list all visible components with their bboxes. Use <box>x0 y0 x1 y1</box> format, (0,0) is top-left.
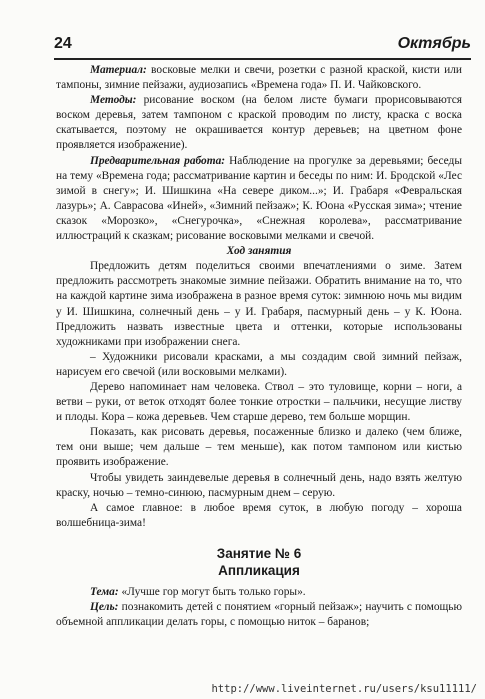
lesson-heading-block <box>56 545 462 579</box>
goal-text: познакомить детей с понятием «горный пейзаж»; научить с помощью объемной аппликации делать горы, с помощью ниток – баранов; <box>56 601 462 629</box>
methods-text: рисование воском (на белом листе бумаги прорисовываются воском деревья, затем тампоном с краской проводим по листу, краска с воска скатывается, поэтому не окрашивается контур деревьев; на цветном фоне проявляется изображение). <box>56 94 462 152</box>
lesson-number: Занятие № 6 <box>216 545 302 561</box>
theme-label: Тема: <box>90 585 119 598</box>
watermark-url: http://www.liveinternet.ru/users/ksu11111/ <box>211 683 477 695</box>
material-text: восковые мелки и свечи, розетки с разной краской, кисти или тампоны, зимние пейзажи, аудиозапись «Времена года» П. И. Чайковского. <box>56 64 462 92</box>
material-paragraph <box>56 63 462 93</box>
page-header <box>54 34 471 60</box>
theme-text: «Лучше гор могут быть только горы». <box>118 585 306 598</box>
running-title: Октябрь <box>397 35 471 52</box>
goal-paragraph <box>56 600 462 630</box>
body-paragraph-2: – Художники рисовали красками, а мы создадим свой зимний пейзаж, нарисуем его свечой (или восковыми мелками). <box>56 350 462 378</box>
body-paragraph-3: Дерево напоминает нам человека. Ствол – это туловище, корни – ноги, а ветви – руки, от веток отходят более тонкие отростки – пальчики, несущие листву и плоды. Кора – кожа деревьев. Чем старше дерево, тем больше морщин. <box>56 380 462 424</box>
section-heading: Ход занятия <box>226 245 292 258</box>
body-paragraph-1: Предложить детям поделиться своими впечатлениями о зиме. Затем предложить рассмотреть знакомые зимние пейзажи. Обратить внимание на то, что на каждой картине зима изображена в разное время суток: зимнюю ночь мы видим у И. Шишкина, солнечный день – у И. Грабаря, пасмурный день – у К. Юона. Предложить назвать известные цвета и оттенки, которые использованы художниками при изображении снега. <box>56 260 462 348</box>
prep-paragraph <box>56 154 462 245</box>
prep-label: Предварительная работа: <box>90 154 226 167</box>
material-label: Материал: <box>90 64 147 76</box>
goal-label: Цель: <box>90 601 119 613</box>
lesson-name: Аппликация <box>218 562 300 578</box>
page-number: 24 <box>54 35 72 52</box>
body-paragraph-6: А самое главное: в любое время суток, в любую погоду – хороша волшебница-зима! <box>56 501 462 529</box>
prep-text: Наблюдение на прогулке за деревьями; беседы на тему «Времена года; рассматривание картин и беседы по ним: И. Бродской «Лес зимой в снегу»; И. Шишкина «На севере диком...»; И. Грабаря «Февральская лазурь»; А. Саврасова «Иней», «Зимний пейзаж»; К. Юона «Русская зима»; чтение сказок «Морозко», «Снегурочка», «Снежная королева», рассматривание иллюстраций к сказкам; рисование восковыми мелками и свечой. <box>56 154 462 243</box>
methods-label: Методы: <box>90 94 137 107</box>
methods-paragraph <box>56 93 462 153</box>
theme-paragraph <box>56 585 462 600</box>
body-paragraph-4: Показать, как рисовать деревья, посаженные близко и далеко (чем ближе, тем они выше; чем дальше – тем меньше), как потом тампоном или кистью проявить изображение. <box>56 426 462 469</box>
page-body <box>56 63 462 630</box>
body-paragraph-5: Чтобы увидеть заиндевелые деревья в солнечный день, надо взять желтую краску, ночью – темно-синюю, пасмурным днем – серую. <box>56 471 462 499</box>
